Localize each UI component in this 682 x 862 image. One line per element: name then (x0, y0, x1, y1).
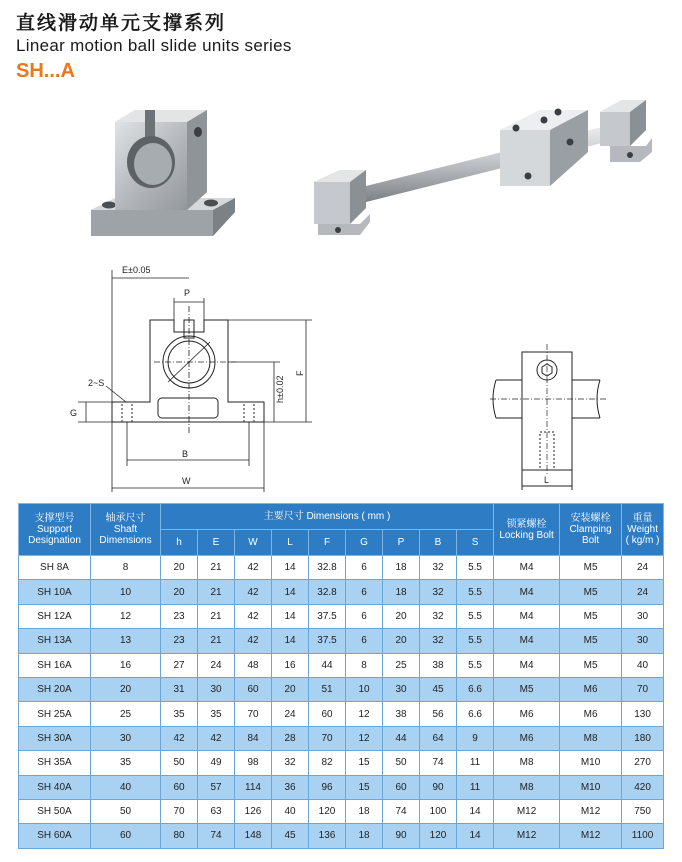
cell-s: 14 (457, 824, 494, 848)
cell-clamping: M6 (560, 702, 622, 726)
cell-p: 20 (383, 629, 420, 653)
table-row (19, 824, 664, 848)
cell-s: 5.5 (457, 629, 494, 653)
cell-b: 32 (420, 556, 457, 580)
cell-l: 14 (272, 580, 309, 604)
slide-unit-assembly-photo (300, 90, 670, 250)
cell-b: 45 (420, 677, 457, 701)
cell-f: 32.8 (309, 580, 346, 604)
table-row (19, 702, 664, 726)
header-dim-l: L (272, 530, 309, 556)
cell-locking: M8 (494, 775, 560, 799)
cell-g: 6 (346, 556, 383, 580)
cell-locking: M8 (494, 751, 560, 775)
cell-shaft: 30 (91, 726, 161, 750)
cell-g: 6 (346, 604, 383, 628)
cell-designation: SH 12A (19, 604, 91, 628)
cell-l: 14 (272, 629, 309, 653)
cell-h: 23 (161, 604, 198, 628)
cell-w: 42 (235, 580, 272, 604)
cell-p: 50 (383, 751, 420, 775)
header-designation-cn: 支撑型号 (34, 513, 75, 524)
header-weight (622, 504, 664, 556)
cell-g: 15 (346, 775, 383, 799)
cell-s: 11 (457, 775, 494, 799)
cell-b: 38 (420, 653, 457, 677)
dim-label-h: h±0.02 (275, 375, 285, 403)
cell-locking: M12 (494, 824, 560, 848)
cell-weight: 24 (622, 556, 664, 580)
cell-e: 42 (198, 726, 235, 750)
header-locking-cn: 锁紧螺栓 (506, 518, 547, 530)
cell-b: 120 (420, 824, 457, 848)
cell-w: 42 (235, 604, 272, 628)
cell-w: 60 (235, 677, 272, 701)
cell-p: 74 (383, 799, 420, 823)
header-locking-bolt (494, 504, 560, 556)
cell-l: 28 (272, 726, 309, 750)
cell-clamping: M12 (560, 824, 622, 848)
cell-clamping: M5 (560, 580, 622, 604)
cell-s: 5.5 (457, 604, 494, 628)
cell-clamping: M8 (560, 726, 622, 750)
cell-f: 82 (309, 751, 346, 775)
cell-p: 60 (383, 775, 420, 799)
cell-s: 6.6 (457, 677, 494, 701)
cell-p: 18 (383, 556, 420, 580)
header-dim-s: S (457, 530, 494, 556)
cell-g: 12 (346, 702, 383, 726)
cell-locking: M4 (494, 604, 560, 628)
side-view-drawing (490, 340, 610, 495)
cell-s: 14 (457, 799, 494, 823)
cell-g: 18 (346, 824, 383, 848)
cell-clamping: M5 (560, 653, 622, 677)
cell-e: 21 (198, 629, 235, 653)
cell-weight: 70 (622, 677, 664, 701)
cell-clamping: M12 (560, 799, 622, 823)
cell-s: 5.5 (457, 653, 494, 677)
cell-h: 27 (161, 653, 198, 677)
cell-w: 42 (235, 629, 272, 653)
cell-clamping: M5 (560, 604, 622, 628)
header-clamping-bolt (560, 504, 622, 556)
cell-l: 32 (272, 751, 309, 775)
dim-label-e: E±0.05 (122, 265, 151, 275)
cell-shaft: 20 (91, 677, 161, 701)
table-row (19, 580, 664, 604)
cell-g: 8 (346, 653, 383, 677)
table-row (19, 775, 664, 799)
header-clamping-cn: 安装螺栓 (570, 513, 611, 524)
cell-l: 45 (272, 824, 309, 848)
cell-e: 35 (198, 702, 235, 726)
cell-s: 11 (457, 751, 494, 775)
model-series-label: SH...A (16, 60, 75, 82)
cell-clamping: M6 (560, 677, 622, 701)
cell-h: 20 (161, 580, 198, 604)
cell-g: 6 (346, 580, 383, 604)
cell-e: 30 (198, 677, 235, 701)
table-row (19, 726, 664, 750)
cell-designation: SH 25A (19, 702, 91, 726)
cell-h: 23 (161, 629, 198, 653)
cell-h: 70 (161, 799, 198, 823)
spec-table (18, 503, 664, 849)
front-view-drawing (68, 262, 328, 492)
cell-h: 50 (161, 751, 198, 775)
cell-b: 32 (420, 629, 457, 653)
cell-p: 20 (383, 604, 420, 628)
cell-clamping: M5 (560, 629, 622, 653)
cell-shaft: 10 (91, 580, 161, 604)
cell-weight: 750 (622, 799, 664, 823)
cell-shaft: 35 (91, 751, 161, 775)
cell-e: 21 (198, 604, 235, 628)
cell-clamping: M5 (560, 556, 622, 580)
header-dim-h: h (161, 530, 198, 556)
cell-l: 24 (272, 702, 309, 726)
cell-w: 70 (235, 702, 272, 726)
table-row (19, 629, 664, 653)
cell-w: 126 (235, 799, 272, 823)
cell-w: 98 (235, 751, 272, 775)
cell-weight: 420 (622, 775, 664, 799)
cell-e: 24 (198, 653, 235, 677)
cell-b: 32 (420, 604, 457, 628)
dim-label-p: P (184, 288, 191, 298)
cell-shaft: 12 (91, 604, 161, 628)
header-shaft-en: Shaft Dimensions (99, 524, 152, 546)
cell-l: 16 (272, 653, 309, 677)
dim-label-l: L (544, 475, 550, 485)
cell-b: 100 (420, 799, 457, 823)
table-row (19, 604, 664, 628)
header-locking-en: Locking Bolt (499, 529, 554, 541)
cell-f: 136 (309, 824, 346, 848)
dim-label-b: B (182, 449, 189, 459)
cell-designation: SH 16A (19, 653, 91, 677)
cell-w: 42 (235, 556, 272, 580)
cell-designation: SH 60A (19, 824, 91, 848)
cell-l: 40 (272, 799, 309, 823)
cell-s: 5.5 (457, 580, 494, 604)
cell-f: 37.5 (309, 629, 346, 653)
cell-b: 32 (420, 580, 457, 604)
header-weight-cn: 重量 (632, 513, 653, 524)
cell-weight: 180 (622, 726, 664, 750)
cell-weight: 40 (622, 653, 664, 677)
cell-h: 80 (161, 824, 198, 848)
table-row (19, 556, 664, 580)
header-shaft-cn: 轴承尺寸 (105, 513, 146, 524)
table-row (19, 653, 664, 677)
cell-f: 32.8 (309, 556, 346, 580)
cell-locking: M4 (494, 629, 560, 653)
table-row (19, 751, 664, 775)
cell-e: 63 (198, 799, 235, 823)
cell-g: 15 (346, 751, 383, 775)
header-dim-g: G (346, 530, 383, 556)
cell-b: 74 (420, 751, 457, 775)
cell-locking: M5 (494, 677, 560, 701)
header-dim-w: W (235, 530, 272, 556)
cell-p: 30 (383, 677, 420, 701)
cell-f: 37.5 (309, 604, 346, 628)
cell-locking: M6 (494, 726, 560, 750)
cell-designation: SH 35A (19, 751, 91, 775)
dim-label-w: W (182, 476, 191, 486)
cell-weight: 130 (622, 702, 664, 726)
cell-w: 84 (235, 726, 272, 750)
dim-label-f: F (295, 370, 305, 376)
cell-weight: 30 (622, 629, 664, 653)
cell-designation: SH 20A (19, 677, 91, 701)
cell-weight: 30 (622, 604, 664, 628)
cell-e: 21 (198, 580, 235, 604)
cell-shaft: 16 (91, 653, 161, 677)
header-dim-b: B (420, 530, 457, 556)
cell-weight: 1100 (622, 824, 664, 848)
cell-w: 48 (235, 653, 272, 677)
cell-s: 9 (457, 726, 494, 750)
cell-designation: SH 8A (19, 556, 91, 580)
cell-s: 6.6 (457, 702, 494, 726)
cell-shaft: 60 (91, 824, 161, 848)
cell-p: 25 (383, 653, 420, 677)
cell-l: 20 (272, 677, 309, 701)
cell-weight: 270 (622, 751, 664, 775)
header-dim-f: F (309, 530, 346, 556)
cell-f: 60 (309, 702, 346, 726)
cell-w: 148 (235, 824, 272, 848)
cell-clamping: M10 (560, 775, 622, 799)
cell-p: 18 (383, 580, 420, 604)
cell-locking: M4 (494, 653, 560, 677)
cell-g: 12 (346, 726, 383, 750)
cell-shaft: 40 (91, 775, 161, 799)
cell-b: 90 (420, 775, 457, 799)
page-title-cn: 直线滑动单元支撑系列 (16, 12, 227, 34)
cell-h: 20 (161, 556, 198, 580)
dim-label-s: 2~S (88, 378, 105, 388)
cell-f: 51 (309, 677, 346, 701)
table-row (19, 677, 664, 701)
cell-locking: M6 (494, 702, 560, 726)
cell-shaft: 50 (91, 799, 161, 823)
cell-designation: SH 50A (19, 799, 91, 823)
cell-s: 5.5 (457, 556, 494, 580)
cell-g: 6 (346, 629, 383, 653)
page-title-en: Linear motion ball slide units series (16, 36, 292, 55)
table-row (19, 799, 664, 823)
dim-label-g: G (70, 408, 78, 418)
cell-f: 70 (309, 726, 346, 750)
cell-p: 90 (383, 824, 420, 848)
cell-shaft: 8 (91, 556, 161, 580)
cell-h: 35 (161, 702, 198, 726)
cell-h: 31 (161, 677, 198, 701)
header-dim-e: E (198, 530, 235, 556)
cell-weight: 24 (622, 580, 664, 604)
cell-l: 36 (272, 775, 309, 799)
cell-f: 96 (309, 775, 346, 799)
cell-p: 38 (383, 702, 420, 726)
cell-b: 56 (420, 702, 457, 726)
cell-e: 74 (198, 824, 235, 848)
cell-designation: SH 13A (19, 629, 91, 653)
cell-p: 44 (383, 726, 420, 750)
header-clamping-en: Clamping Bolt (569, 524, 612, 546)
cell-f: 44 (309, 653, 346, 677)
cell-designation: SH 30A (19, 726, 91, 750)
cell-l: 14 (272, 604, 309, 628)
header-weight-en: Weight ( kg/m ) (625, 524, 660, 546)
cell-shaft: 25 (91, 702, 161, 726)
cell-l: 14 (272, 556, 309, 580)
cell-designation: SH 40A (19, 775, 91, 799)
cell-designation: SH 10A (19, 580, 91, 604)
header-designation (19, 504, 91, 556)
header-dim-p: P (383, 530, 420, 556)
shaft-support-photo (85, 100, 245, 250)
cell-g: 10 (346, 677, 383, 701)
cell-w: 114 (235, 775, 272, 799)
cell-locking: M4 (494, 580, 560, 604)
cell-shaft: 13 (91, 629, 161, 653)
cell-locking: M12 (494, 799, 560, 823)
header-shaft (91, 504, 161, 556)
header-designation-en: Support Designation (28, 524, 81, 546)
cell-h: 60 (161, 775, 198, 799)
cell-b: 64 (420, 726, 457, 750)
header-dimensions: 主要尺寸 Dimensions ( mm ) (161, 504, 494, 530)
cell-e: 49 (198, 751, 235, 775)
cell-h: 42 (161, 726, 198, 750)
cell-f: 120 (309, 799, 346, 823)
cell-e: 21 (198, 556, 235, 580)
cell-clamping: M10 (560, 751, 622, 775)
cell-locking: M4 (494, 556, 560, 580)
cell-g: 18 (346, 799, 383, 823)
cell-e: 57 (198, 775, 235, 799)
